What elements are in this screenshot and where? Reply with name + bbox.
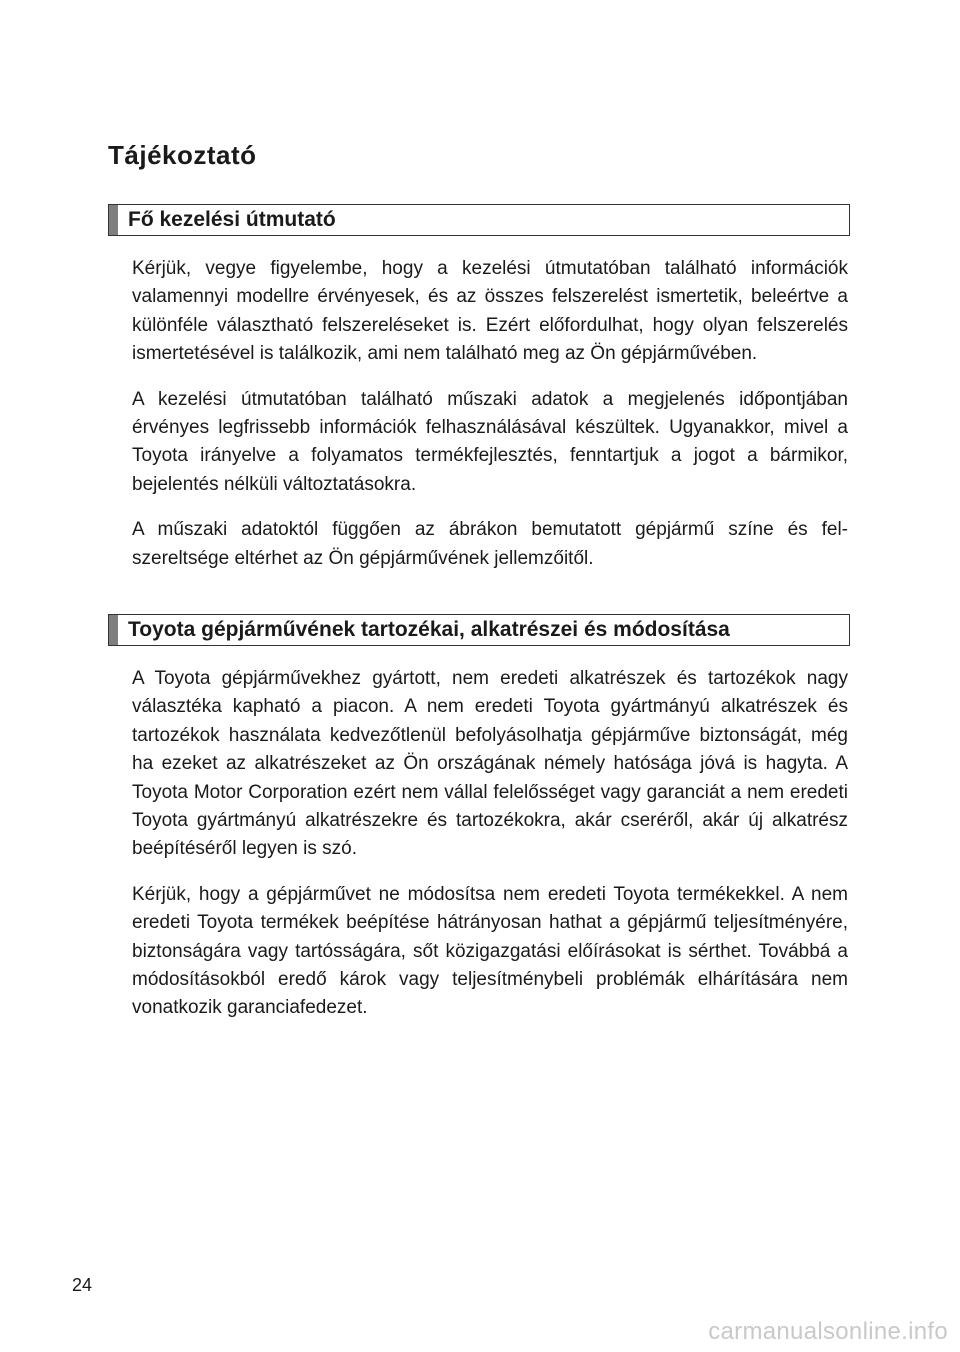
section-heading-label: Fő kezelési útmutató — [128, 208, 336, 231]
paragraph: A műszaki adatoktól függően az ábrákon bemutatott gépjármű színe és felszereltsége eltérhet az Ön gépjárművének jellemzőitől. — [132, 519, 848, 569]
section-heading-bar — [109, 615, 118, 645]
paragraph: A Toyota gépjárművekhez gyártott, nem eredeti alkatrészek és tartozékok nagy választéka kapható a piacon. A nem eredeti Toyota gyártmányú alkatrészek és tartozékok használata kedvezőtlenül befolyásolhatja gépjárműve biztonságát, még ha ezeket az alkatrészeket az Ön országának némely hatósága jóvá is hagyta. A Toyota Motor Corporation ezért nem vállal felelősséget vagy garanciát a nem eredeti Toyota gyártmányú alkatrészekre és tartozékokra, akár cseréről, akár új alkatrész beépítéséről legyen is szó. — [132, 668, 848, 860]
paragraph: Kérjük, hogy a gépjárművet ne módosítsa nem eredeti Toyota termékekkel. A nem eredeti Toyota termékek beépítése hátrányosan hathat a gépjármű teljesítményére, biztonságára vagy tartósságára, sőt közigazgatási előírásokat is sérthet. Továbbá a módosításokból eredő károk vagy teljesítménybeli problémák elhárítására nem vonatkozik garanciafedezet. — [132, 883, 848, 1019]
section-heading-bar — [109, 205, 118, 235]
section-heading-main-manual — [108, 204, 850, 236]
page-title: Tájékoztató — [108, 140, 257, 170]
section-heading-label: Toyota gépjárművének tartozékai, alkatrészei és módosítása — [128, 618, 730, 641]
section-body-main-manual — [132, 255, 848, 590]
paragraph: Kérjük, vegye figyelembe, hogy a kezelési útmutatóban található információk valamennyi modellre érvényesek, és az összes felszerelést ismertetik, beleértve a különféle választható felszereléseket is. Ezért előfordulhat, hogy olyan felszerelés ismertetésével is találkozik, ami nem található meg az Ön gépjárművében. — [132, 258, 848, 365]
section-heading-accessories — [108, 614, 850, 646]
section-body-accessories — [132, 665, 848, 1040]
paragraph: A kezelési útmutatóban található műszaki adatok a megjelenés időpontjában érvényes legfrissebb információk felhasználásával készültek. Ugyanakkor, mivel a Toyota irányelve a folyamatos termékfejlesztés, fenntartjuk a jogot a bármikor, bejelentés nélküli változtatásokra. — [132, 388, 848, 495]
page-number: 24 — [72, 1275, 93, 1295]
watermark: carmanualsonline.info — [708, 1318, 948, 1345]
